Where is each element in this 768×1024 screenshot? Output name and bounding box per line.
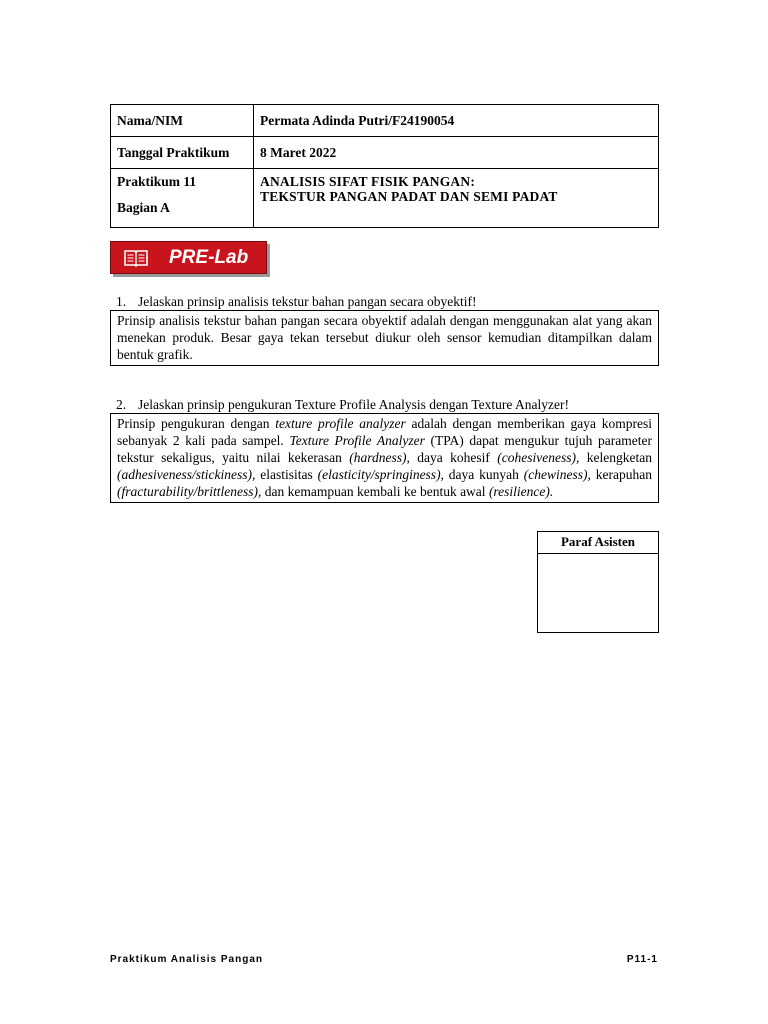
- answer-2-part: daya kohesif: [409, 450, 498, 465]
- answer-2-term: (resilience).: [488, 484, 554, 499]
- answer-2-term: (adhesiveness/stickiness),: [117, 467, 256, 482]
- answer-2-part: kerapuhan: [590, 467, 652, 482]
- title-line-2: TEKSTUR PANGAN PADAT DAN SEMI PADAT: [260, 189, 558, 204]
- prelab-banner: [110, 241, 267, 274]
- practicum-cell: [111, 169, 254, 228]
- answer-2-box: [110, 413, 659, 503]
- date-row: [111, 137, 659, 169]
- answer-2-part: Prinsip pengukuran dengan: [117, 416, 276, 431]
- answer-2-part: dan kemampuan kembali ke bentuk awal: [261, 484, 489, 499]
- answer-2-term: (fracturability/brittleness),: [117, 484, 262, 499]
- date-label: Tanggal Praktikum: [111, 137, 254, 169]
- answer-1-text: Prinsip analisis tekstur bahan pangan secara obyektif adalah dengan menggunakan alat yang akan menekan produk. Besar gaya tekan tersebut diukur oleh sensor kemudian ditampilkan dalam bentuk grafik.: [117, 313, 652, 362]
- practicum-title-cell: [254, 169, 659, 228]
- question-1: [116, 294, 477, 310]
- name-row: [111, 105, 659, 137]
- book-icon: [123, 248, 149, 268]
- question-2: [116, 397, 569, 413]
- assistant-signature-label: Paraf Asisten: [538, 532, 658, 554]
- section-label: Bagian A: [117, 200, 170, 215]
- answer-2-part: elastisitas: [255, 467, 318, 482]
- practicum-label: Praktikum 11: [117, 174, 197, 189]
- footer-course-title: Praktikum Analisis Pangan: [110, 954, 264, 965]
- answer-2-part: daya kunyah: [443, 467, 524, 482]
- answer-2-term: Texture Profile Analyzer: [289, 433, 425, 448]
- answer-2-term: texture profile analyzer: [275, 416, 406, 431]
- name-value: Permata Adinda Putri/F24190054: [254, 105, 659, 137]
- date-value: 8 Maret 2022: [254, 137, 659, 169]
- question-2-text: Jelaskan prinsip pengukuran Texture Profile Analysis dengan Texture Analyzer!: [138, 397, 569, 412]
- answer-2-part: (TPA) dapat mengukur tujuh parameter tekstur sekaligus, yaitu nilai kekerasan: [117, 433, 652, 465]
- answer-2-term: (chewiness),: [523, 467, 591, 482]
- answer-2-part: kelengketan: [579, 450, 652, 465]
- name-label: Nama/NIM: [111, 105, 254, 137]
- answer-1-box: [110, 310, 659, 366]
- question-1-text: Jelaskan prinsip analisis tekstur bahan pangan secara obyektif!: [138, 294, 477, 309]
- answer-2-term: (elasticity/springiness),: [317, 467, 444, 482]
- practicum-row: [111, 169, 659, 228]
- answer-2-part: adalah dengan memberikan gaya kompresi sebanyak 2 kali pada sampel.: [117, 416, 652, 448]
- identity-table: [110, 104, 659, 228]
- question-2-number: 2.: [116, 397, 127, 412]
- answer-2-text: [117, 416, 652, 499]
- answer-2-term: (cohesiveness),: [497, 450, 580, 465]
- assistant-signature-box: [537, 531, 659, 633]
- answer-2-term: (hardness),: [349, 450, 410, 465]
- question-1-number: 1.: [116, 294, 127, 309]
- title-line-1: ANALISIS SIFAT FISIK PANGAN:: [260, 174, 476, 189]
- footer-page-number: P11-1: [626, 954, 658, 965]
- prelab-label: PRE-Lab: [169, 246, 249, 268]
